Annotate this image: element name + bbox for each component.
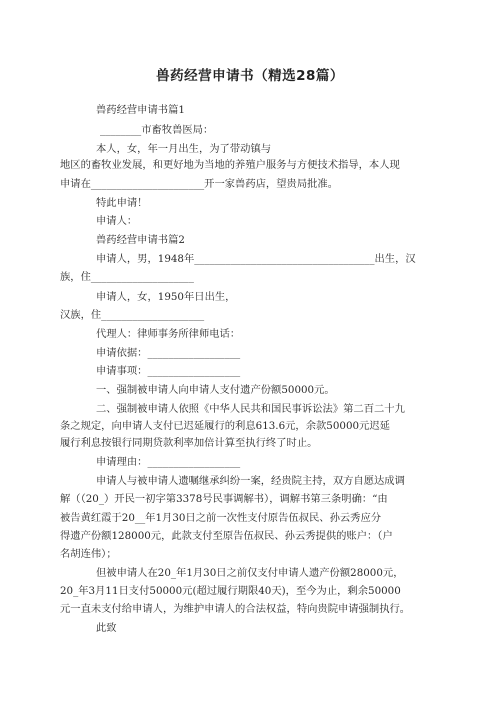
basis-line: 申请依据：__________________ — [96, 347, 241, 359]
paragraph-line: 本人，女，年一月出生，为了带动镇与 — [96, 143, 272, 155]
paragraph-line: 申请人，男，1948年___________________________________出生，汉 — [96, 253, 416, 265]
paragraph-line: 申请人与被申请人遗嘱继承纠纷一案，经贵院主持，双方自愿达成调 — [96, 475, 405, 487]
document-title: 兽药经营申请书（精选28篇） — [156, 68, 344, 84]
section-heading: 兽药经营申请书篇1 — [96, 104, 185, 116]
paragraph-line: 申请人，女，1950年日出生， — [96, 291, 236, 303]
closing-line: 特此申请！ — [96, 197, 148, 209]
paragraph-line: 地区的畜牧业发展，和更好地为当地的养殖户服务与方便技术指导，本人现 — [60, 159, 400, 171]
paragraph-line: 但被申请人在20_年1月30日之前仅支付申请人遗产份额28000元， — [96, 567, 404, 579]
paragraph-line: 履行利息按银行同期贷款利率加倍计算至执行终了时止。 — [60, 437, 318, 449]
paragraph-line: 名胡连伟）； — [60, 548, 117, 560]
paragraph-line: 族，住____________________ — [60, 271, 194, 283]
closing-line: 此致 — [96, 622, 117, 634]
signature-line: 申请人： — [96, 215, 138, 227]
paragraph-line: 申请在______________________开一家兽药店，望贵局批准。 — [60, 178, 339, 190]
paragraph-line: 条之规定，向申请人支付已迟延履行的利息613.6元，余款50000元迟延 — [60, 420, 390, 432]
request-item: 一、强制被申请人向申请人支付遗产份额50000元。 — [96, 384, 335, 396]
paragraph-line: 解（（20_）开民一初字第3378号民事调解书），调解书第三条明确：“由 — [60, 493, 388, 505]
reason-line: 申请理由：__________________ — [96, 456, 241, 468]
paragraph-line: 元一直未支付给申请人，为维护申请人的合法权益，特向贵院申请强制执行。 — [60, 603, 411, 615]
paragraph-line: 20_年3月11日支付50000元(超过履行期限40天)，至今为止，剩余50000 — [60, 585, 401, 597]
matters-line: 申请事项：__________________ — [96, 365, 241, 377]
section-heading: 兽药经营申请书篇2 — [96, 234, 185, 246]
paragraph-line: 被告黄红霞于20__年1月30日之前一次性支付原告伍叔民、孙云秀应分 — [60, 512, 382, 524]
paragraph-line: 汉族，住____________________ — [60, 309, 205, 321]
request-item: 二、强制被申请人依照《中华人民共和国民事诉讼法》第二百二十九 — [96, 403, 405, 415]
paragraph-line: 得遗产份额128000元，此款支付至原告伍叔民、孙云秀提供的账户：（户 — [60, 530, 393, 542]
agent-line: 代理人：律师事务所律师电话： — [96, 328, 241, 340]
addressee-line: ________市畜牧兽医局： — [100, 124, 214, 136]
